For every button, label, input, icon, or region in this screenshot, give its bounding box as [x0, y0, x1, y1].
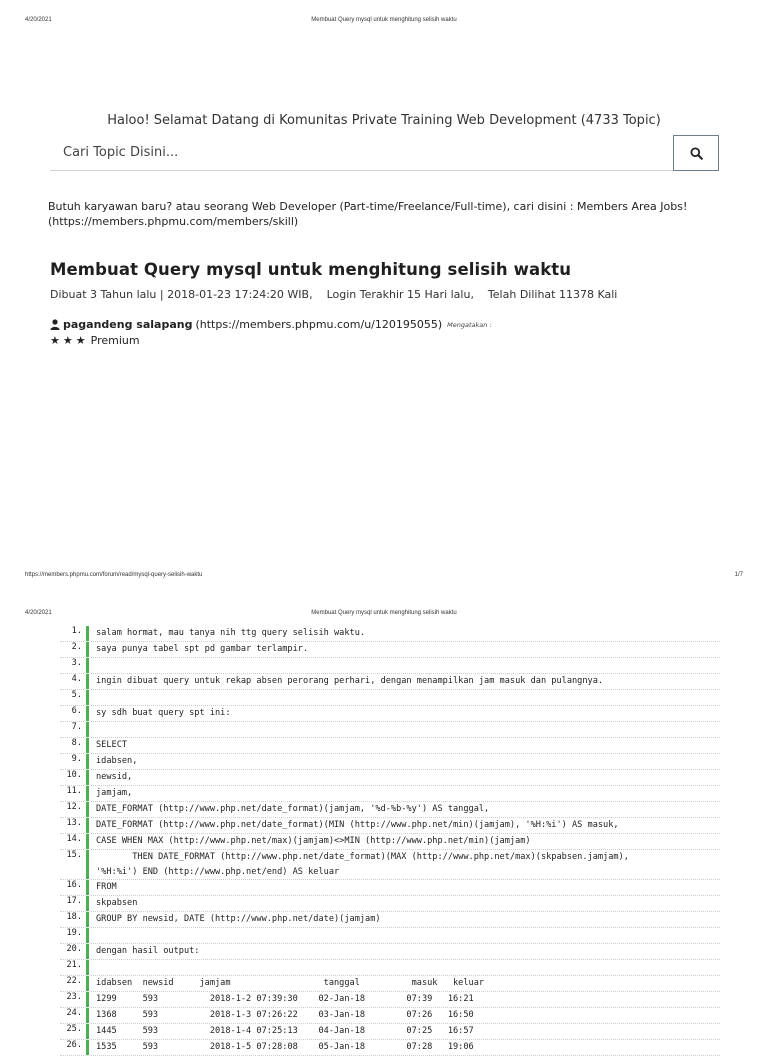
line-number: 13. [66, 818, 82, 828]
code-text: THEN DATE_FORMAT (http://www.php.net/date_format)(MAX (http://www.php.net/max)(skpabsen.jamjam), '%H:%i') END (http://www.php.net/end) AS keluar [86, 850, 720, 879]
line-number: 6. [71, 706, 82, 716]
code-line [60, 992, 720, 1008]
code-line [60, 1040, 720, 1056]
print-date: 4/20/2021 [25, 17, 52, 23]
jobs-note [48, 199, 728, 229]
code-line [60, 818, 720, 834]
line-number: 7. [71, 722, 82, 732]
line-number: 20. [66, 944, 82, 954]
line-number: 1. [71, 626, 82, 636]
line-number: 18. [66, 912, 82, 922]
says-label: Mengatakan : [447, 320, 492, 329]
line-number: 14. [66, 834, 82, 844]
code-text: 1535 593 2018-1-5 07:28:08 05-Jan-18 07:28 19:06 [86, 1040, 720, 1055]
code-line [60, 674, 720, 690]
print-page-2 [0, 600, 768, 1052]
code-text: 1368 593 2018-1-3 07:26:22 03-Jan-18 07:26 16:50 [86, 1008, 720, 1023]
line-number: 23. [66, 992, 82, 1002]
print-doc-title: Membuat Query mysql untuk menghitung selisih waktu [311, 17, 457, 23]
code-text [86, 658, 720, 673]
line-number: 2. [71, 642, 82, 652]
line-number: 19. [66, 928, 82, 938]
code-line [60, 738, 720, 754]
code-line [60, 944, 720, 960]
code-line [60, 658, 720, 674]
star-icon: ★ [75, 334, 86, 347]
jobs-note-link[interactable]: (https://members.phpmu.com/members/skill) [48, 215, 299, 228]
line-number: 11. [66, 786, 82, 796]
code-line [60, 896, 720, 912]
code-line [60, 834, 720, 850]
star-icon: ★ [50, 334, 60, 347]
post-meta: Dibuat 3 Tahun lalu | 2018-01-23 17:24:20 WIB, Login Terakhir 15 Hari lalu, Telah Dilihat 11378 Kali [50, 288, 618, 301]
code-line [60, 928, 720, 944]
search-button[interactable] [673, 135, 719, 171]
author-line [50, 318, 492, 331]
code-text: idabsen, [86, 754, 720, 769]
code-text [86, 960, 720, 975]
print-page-number: 1/7 [734, 572, 743, 578]
print-doc-title: Membuat Query mysql untuk menghitung selisih waktu [311, 610, 457, 616]
code-line [60, 626, 720, 642]
code-text: 1445 593 2018-1-4 07:25:13 04-Jan-18 07:25 16:57 [86, 1024, 720, 1039]
code-text: saya punya tabel spt pd gambar terlampir. [86, 642, 720, 657]
code-line [60, 770, 720, 786]
code-text: CASE WHEN MAX (http://www.php.net/max)(jamjam)<>MIN (http://www.php.net/min)(jamjam) [86, 834, 720, 849]
line-number: 4. [71, 674, 82, 684]
code-text: SELECT [86, 738, 720, 753]
code-text: 1299 593 2018-1-2 07:39:30 02-Jan-18 07:39 16:21 [86, 992, 720, 1007]
line-number: 16. [66, 880, 82, 890]
welcome-banner: Haloo! Selamat Datang di Komunitas Private Training Web Development (4733 Topic) [107, 113, 661, 128]
code-line [60, 754, 720, 770]
code-text: FROM [86, 880, 720, 895]
search-input[interactable] [50, 135, 673, 171]
code-text: DATE_FORMAT (http://www.php.net/date_format)(jamjam, '%d-%b-%y') AS tanggal, [86, 802, 720, 817]
code-line [60, 976, 720, 992]
code-line [60, 802, 720, 818]
code-text: sy sdh buat query spt ini: [86, 706, 720, 721]
code-text: DATE_FORMAT (http://www.php.net/date_format)(MIN (http://www.php.net/min)(jamjam), '%H:%i') AS masuk, [86, 818, 720, 833]
line-number: 26. [66, 1040, 82, 1050]
search-icon [690, 147, 703, 160]
membership-badge [50, 334, 140, 347]
line-number: 25. [66, 1024, 82, 1034]
line-number: 22. [66, 976, 82, 986]
code-text: newsid, [86, 770, 720, 785]
code-text [86, 690, 720, 705]
line-number: 10. [66, 770, 82, 780]
code-line [60, 690, 720, 706]
line-number: 9. [71, 754, 82, 764]
code-line [60, 1008, 720, 1024]
code-text: dengan hasil output: [86, 944, 720, 959]
star-icon: ★ [62, 334, 73, 347]
line-number: 8. [71, 738, 82, 748]
code-line [60, 706, 720, 722]
code-text: skpabsen [86, 896, 720, 911]
code-text: idabsen newsid jamjam tanggal masuk keluar [86, 976, 720, 991]
author-name[interactable]: pagandeng salapang [63, 318, 193, 331]
code-line [60, 960, 720, 976]
line-number: 24. [66, 1008, 82, 1018]
line-number: 21. [66, 960, 82, 970]
line-number: 5. [71, 690, 82, 700]
code-text: ingin dibuat query untuk rekap absen perorang perhari, dengan menampilkan jam masuk dan pulangnya. [86, 674, 720, 689]
badge-label: Premium [90, 334, 140, 347]
code-text: salam hormat, mau tanya nih ttg query selisih waktu. [86, 626, 720, 641]
code-line [60, 850, 720, 880]
line-number: 17. [66, 896, 82, 906]
line-number: 15. [66, 850, 82, 860]
code-text [86, 928, 720, 943]
search-bar [50, 135, 719, 171]
line-number: 3. [71, 658, 82, 668]
code-text: jamjam, [86, 786, 720, 801]
code-line [60, 786, 720, 802]
author-url[interactable]: (https://members.phpmu.com/u/120195055) [195, 318, 443, 331]
code-line [60, 1024, 720, 1040]
jobs-note-text[interactable]: Butuh karyawan baru? atau seorang Web Developer (Part-time/Freelance/Full-time), cari disini : Members Area Jobs! [48, 200, 688, 213]
code-text [86, 722, 720, 737]
code-line [60, 722, 720, 738]
code-block [60, 626, 720, 1056]
code-line [60, 912, 720, 928]
print-date: 4/20/2021 [25, 610, 52, 616]
code-text: GROUP BY newsid, DATE (http://www.php.net/date)(jamjam) [86, 912, 720, 927]
post-title: Membuat Query mysql untuk menghitung selisih waktu [50, 260, 572, 279]
code-line [60, 880, 720, 896]
code-line [60, 642, 720, 658]
user-icon [50, 319, 60, 330]
line-number: 12. [66, 802, 82, 812]
print-footer-url: https://members.phpmu.com/forum/read/mysql-query-selisih-waktu [25, 572, 203, 578]
